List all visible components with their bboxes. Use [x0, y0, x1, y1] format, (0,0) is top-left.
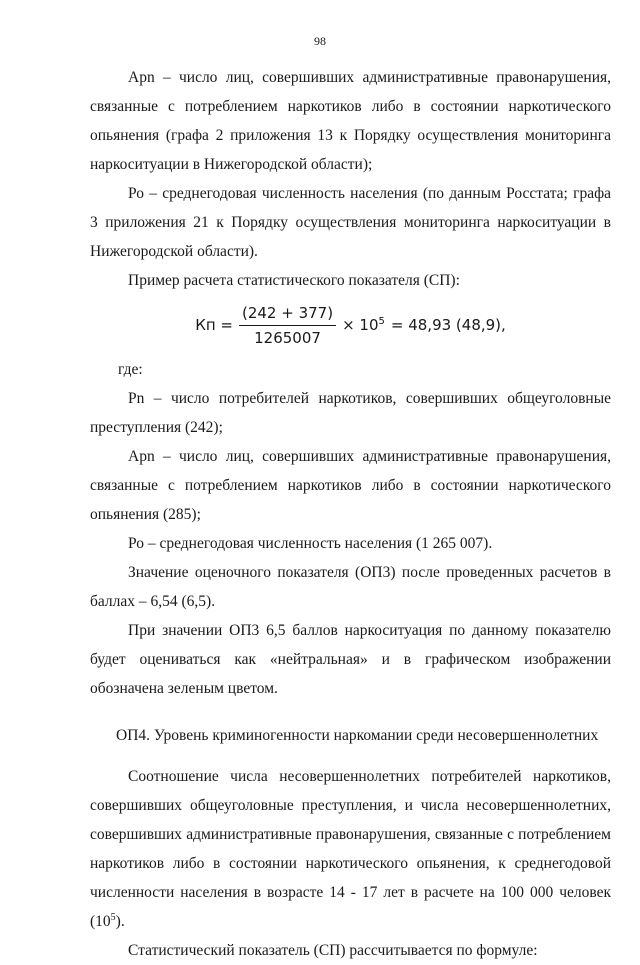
section-heading: ОП4. Уровень криминогенности наркомании среди несовершеннолетних [116, 727, 599, 744]
conclusion-paragraph: При значении ОП3 6,5 баллов наркоситуация по данному показателю будет оцениваться как «нейтральная» и в графическом изображении обозначена зеленым цветом. [90, 622, 611, 697]
pn-definition: Рn – число потребителей наркотиков, совершивших общеуголовные преступления (242); [90, 390, 611, 436]
ratio-end: ). [115, 913, 125, 930]
formula-exponent: 5 [378, 315, 385, 327]
example-formula [90, 297, 611, 353]
apn-definition: Apn – число лиц, совершивших административные правонарушения, связанные с потреблением наркотиков либо в состоянии наркотического опьянения (графа 2 приложения 13 к Порядку осуществления мониторинга наркоситуации в Нижегородской области); [90, 69, 611, 173]
apn-definition-example: Apn – число лиц, совершивших административные правонарушения, связанные с потреблением наркотиков либо в состоянии наркотического опьянения (285); [90, 448, 611, 523]
formula-lhs: Кп = [195, 315, 233, 334]
ratio-paragraph [90, 762, 611, 936]
formula-intro: Статистический показатель (СП) рассчитывается по формуле: [128, 942, 538, 959]
ratio-text: Соотношение числа несовершеннолетних потребителей наркотиков, совершивших общеуголовные преступления, и числа несовершеннолетних, совершивших административные правонарушения, связанные с потреблением наркотиков либо в состоянии наркотического опьянения, к среднегодовой численности населения в возрасте 14 - 17 лет в расчете на 100 000 человек (10 [90, 768, 611, 930]
po-definition-example: Ро – среднегодовая численность населения (1 265 007). [128, 535, 493, 552]
formula-denominator: 1265007 [254, 328, 321, 347]
formula-times-text: × 10 [342, 315, 379, 334]
value-estimate: Значение оценочного показателя (ОП3) после проведенных расчетов в баллах – 6,54 (6,5). [90, 564, 611, 610]
formula-times [342, 311, 385, 340]
page-content [90, 63, 611, 965]
where-label: где: [118, 361, 143, 378]
po-definition: Ро – среднегодовая численность населения (по данным Росстата; графа 3 приложения 21 к Порядку осуществления мониторинга наркоситуации в Нижегородской области). [90, 185, 611, 260]
page-number: 98 [314, 34, 326, 48]
ratio-superscript: 5 [110, 911, 116, 923]
formula-fraction [239, 303, 336, 348]
formula-result: = 48,93 (48,9), [390, 315, 506, 334]
example-intro: Пример расчета статистического показателя (СП): [128, 272, 460, 289]
formula-numerator: (242 + 377) [239, 303, 336, 326]
